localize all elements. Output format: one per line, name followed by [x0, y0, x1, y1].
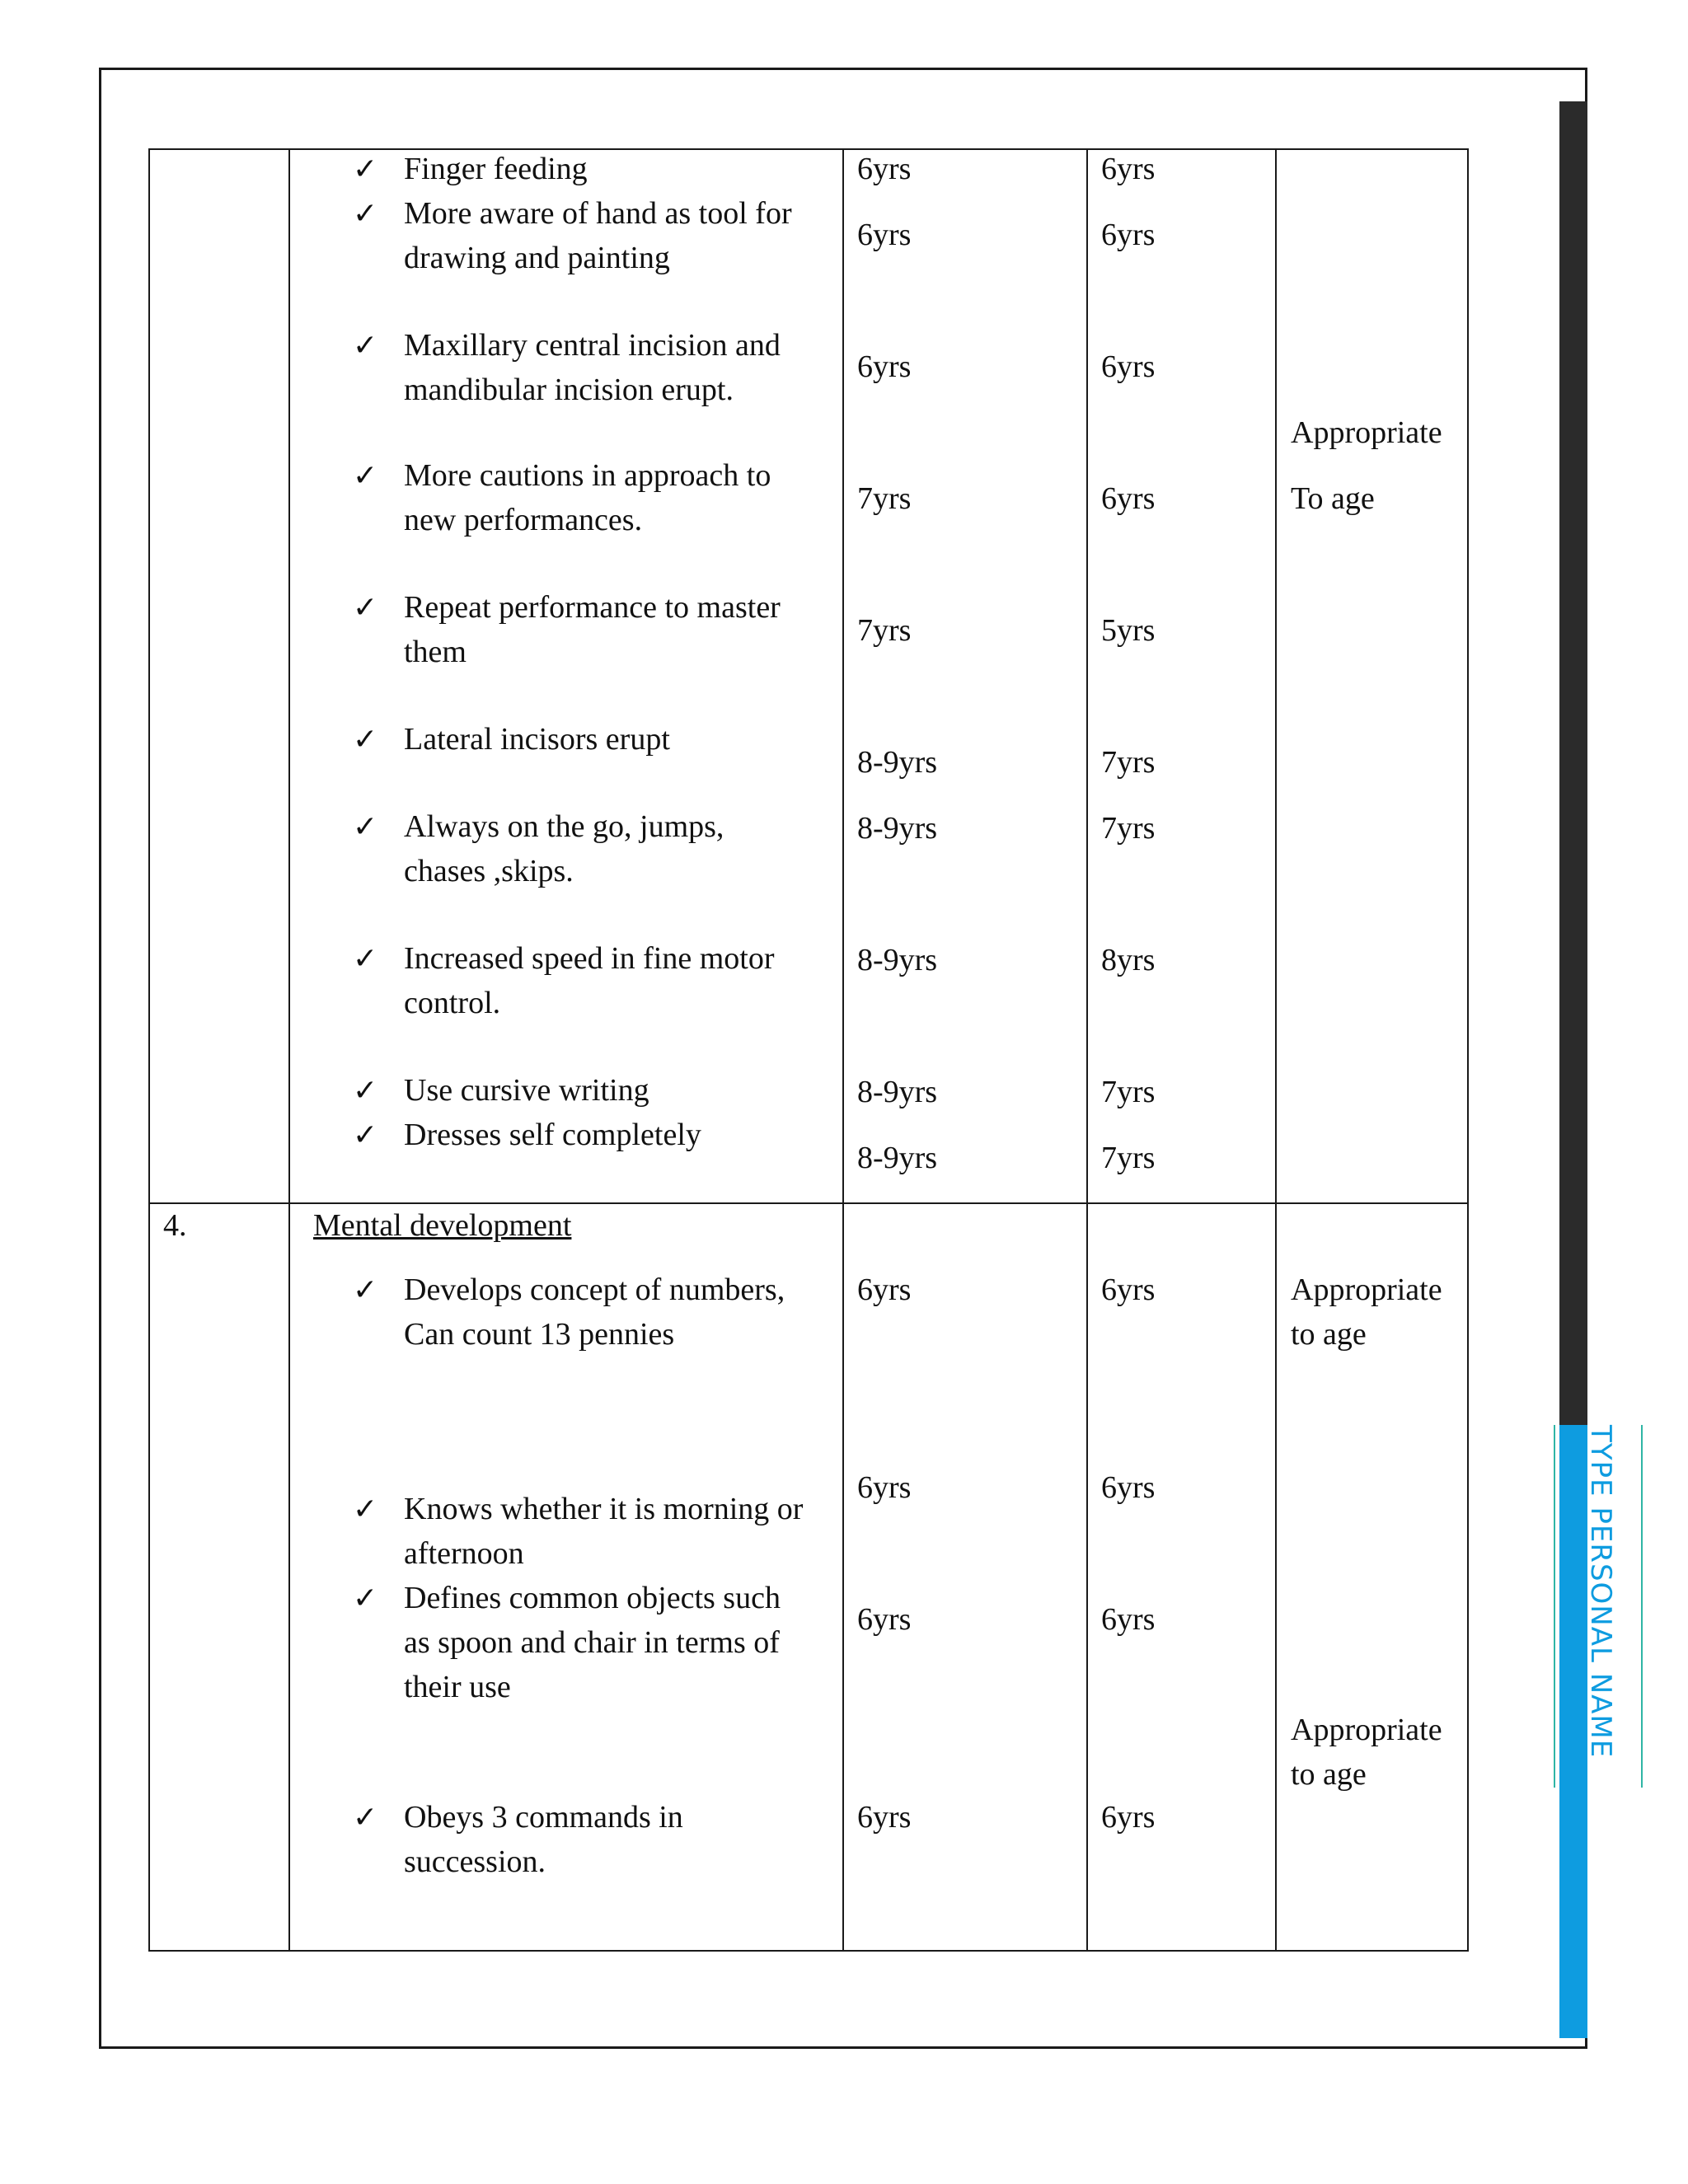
table-cell: 5yrs [1101, 613, 1156, 648]
table-cell: 6yrs [1101, 1602, 1156, 1637]
table-cell: 7yrs [857, 481, 912, 516]
check-mark-icon: ✓ [353, 1493, 378, 1526]
check-mark-icon: ✓ [353, 591, 378, 624]
assessment-text: Appropriate [1291, 1272, 1442, 1307]
table-cell: 7yrs [1101, 745, 1156, 780]
check-mark-icon: ✓ [353, 329, 378, 362]
list-item: Defines common objects such [404, 1581, 781, 1615]
list-item: Dresses self completely [404, 1118, 701, 1152]
table-cell: 8-9yrs [857, 943, 938, 977]
check-mark-icon: ✓ [353, 1273, 378, 1306]
side-tab-line-left [1554, 1425, 1555, 1788]
list-item: Increased speed in fine motor [404, 941, 775, 976]
list-item-continuation: them [404, 635, 467, 669]
table-cell: 8-9yrs [857, 811, 938, 846]
list-item-continuation: mandibular incision erupt. [404, 373, 734, 407]
table-cell: 6yrs [1101, 152, 1156, 186]
table-cell: 6yrs [857, 1272, 912, 1307]
check-mark-icon: ✓ [353, 723, 378, 756]
table-cell: 6yrs [1101, 218, 1156, 252]
list-item: Use cursive writing [404, 1073, 649, 1108]
list-item: Knows whether it is morning or [404, 1492, 804, 1526]
side-tab-dark-bar [1559, 101, 1587, 1425]
list-item: More cautions in approach to [404, 458, 771, 493]
list-item-continuation: control. [404, 986, 501, 1020]
list-item: Develops concept of numbers, [404, 1272, 785, 1307]
table-cell: 6yrs [1101, 349, 1156, 384]
list-item-continuation: their use [404, 1670, 511, 1704]
list-item-continuation: new performances. [404, 503, 643, 537]
check-mark-icon: ✓ [353, 197, 378, 230]
table-cell: 6yrs [1101, 1800, 1156, 1835]
check-mark-icon: ✓ [353, 1074, 378, 1107]
list-item: Always on the go, jumps, [404, 809, 724, 844]
table-cell: 6yrs [857, 1602, 912, 1637]
check-mark-icon: ✓ [353, 459, 378, 492]
check-mark-icon: ✓ [353, 1801, 378, 1834]
assessment-text: Appropriate [1291, 415, 1442, 450]
row-number: 4. [163, 1208, 187, 1243]
table-cell: 6yrs [857, 152, 912, 186]
column-divider [288, 148, 290, 1952]
table-cell: 6yrs [857, 349, 912, 384]
table-cell: 8-9yrs [857, 1075, 938, 1109]
check-mark-icon: ✓ [353, 152, 378, 185]
assessment-text: to age [1291, 1317, 1367, 1352]
check-mark-icon: ✓ [353, 942, 378, 975]
list-item-continuation: succession. [404, 1844, 546, 1879]
table-cell: 6yrs [1101, 1272, 1156, 1307]
list-item-continuation: drawing and painting [404, 241, 670, 275]
section-heading: Mental development [313, 1208, 572, 1243]
list-item: Repeat performance to master [404, 590, 781, 625]
assessment-text: to age [1291, 1757, 1367, 1792]
table-cell: 6yrs [857, 218, 912, 252]
list-item: More aware of hand as tool for [404, 196, 792, 231]
side-tab-label[interactable]: TYPE PERSONAL NAME [1584, 1425, 1617, 1759]
table-cell: 6yrs [857, 1470, 912, 1505]
table-cell: 8yrs [1101, 943, 1156, 977]
assessment-text: To age [1291, 481, 1375, 516]
table-cell: 8-9yrs [857, 745, 938, 780]
list-item: Maxillary central incision and [404, 328, 781, 363]
table-cell: 7yrs [857, 613, 912, 648]
table-cell: 8-9yrs [857, 1141, 938, 1175]
table-cell: 6yrs [1101, 1470, 1156, 1505]
list-item-continuation: chases ,skips. [404, 854, 574, 888]
column-divider [842, 148, 844, 1952]
column-divider [1275, 148, 1277, 1952]
table-cell: 7yrs [1101, 1075, 1156, 1109]
side-tab-line-right [1641, 1425, 1643, 1788]
check-mark-icon: ✓ [353, 1118, 378, 1151]
assessment-text: Appropriate [1291, 1713, 1442, 1747]
table-cell: 7yrs [1101, 811, 1156, 846]
list-item-continuation: Can count 13 pennies [404, 1317, 675, 1352]
list-item: Lateral incisors erupt [404, 722, 670, 757]
table-cell: 6yrs [857, 1800, 912, 1835]
column-divider [1086, 148, 1088, 1952]
list-item-continuation: as spoon and chair in terms of [404, 1625, 780, 1660]
check-mark-icon: ✓ [353, 810, 378, 843]
list-item: Finger feeding [404, 152, 588, 186]
table-cell: 6yrs [1101, 481, 1156, 516]
list-item-continuation: afternoon [404, 1536, 524, 1571]
list-item: Obeys 3 commands in [404, 1800, 683, 1835]
development-table [148, 148, 1469, 1952]
table-cell: 7yrs [1101, 1141, 1156, 1175]
check-mark-icon: ✓ [353, 1582, 378, 1615]
